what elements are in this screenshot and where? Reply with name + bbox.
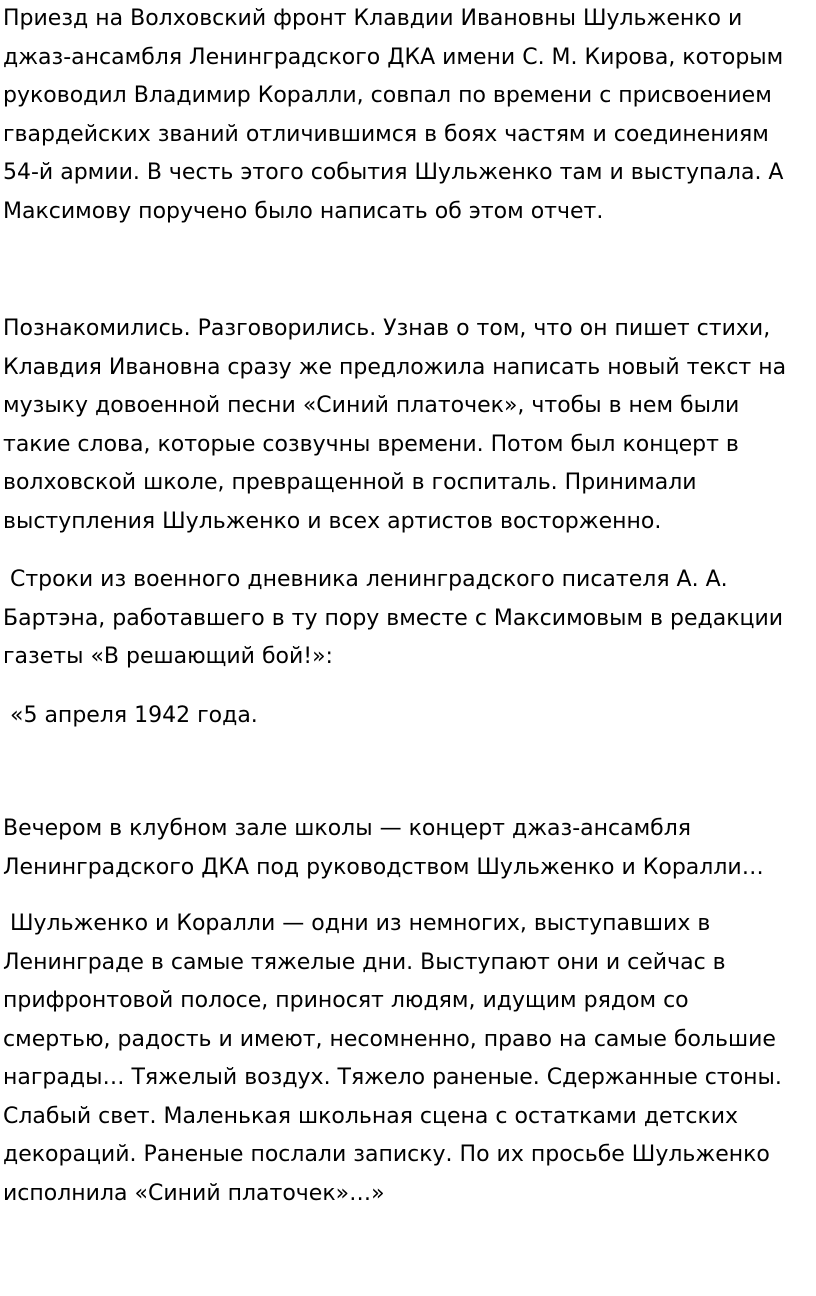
paragraph-arrival: Приезд на Волховский фронт Клавдии Ивановны Шульженко и джаз-ансамбля Ленинградского ДКА имени С. М. Кирова, которым руководил Владимир Коралли, совпал по времени с присвоением гвардейских званий отличившимся в боях частям и соединениям 54-й армии. В честь этого события Шульженко там и выступала. А Максимову поручено было написать об этом отчет. [3,6,791,224]
paragraph-diary-date: «5 апреля 1942 года. [3,703,258,728]
paragraph-performance: Шульженко и Коралли — одни из немногих, выступавших в Ленинграде в самые тяжелые дни. Выступают они и сейчас в прифронтовой полосе, приносят людям, идущим рядом со смертью, радость и имеют, несомненно, право на самые большие награды… Тяжелый воздух. Тяжело раненые. Сдержанные стоны. Слабый свет. Маленькая школьная сцена с остатками детских декораций. Раненые послали записку. По их просьбе Шульженко исполнила «Синий платочек»…» [3,911,789,1206]
paragraph-diary-intro: Строки из военного дневника ленинградского писателя А. А. Бартэна, работавшего в ту пору вместе с Максимовым в редакции газеты «В решающий бой!»: [3,567,791,669]
paragraph-acquaintance: Познакомились. Разговорились. Узнав о том, что он пишет стихи, Клавдия Ивановна сразу же предложила написать новый текст на музыку довоенной песни «Синий платочек», чтобы в нем были такие слова, которые созвучны времени. Потом был концерт в волховской школе, превращенной в госпиталь. Принимали выступления Шульженко и всех артистов восторженно. [3,316,794,534]
paragraph-concert: Вечером в клубном зале школы — концерт джаз-ансамбля Ленинградского ДКА под руководством Шульженко и Коралли… [3,816,764,880]
